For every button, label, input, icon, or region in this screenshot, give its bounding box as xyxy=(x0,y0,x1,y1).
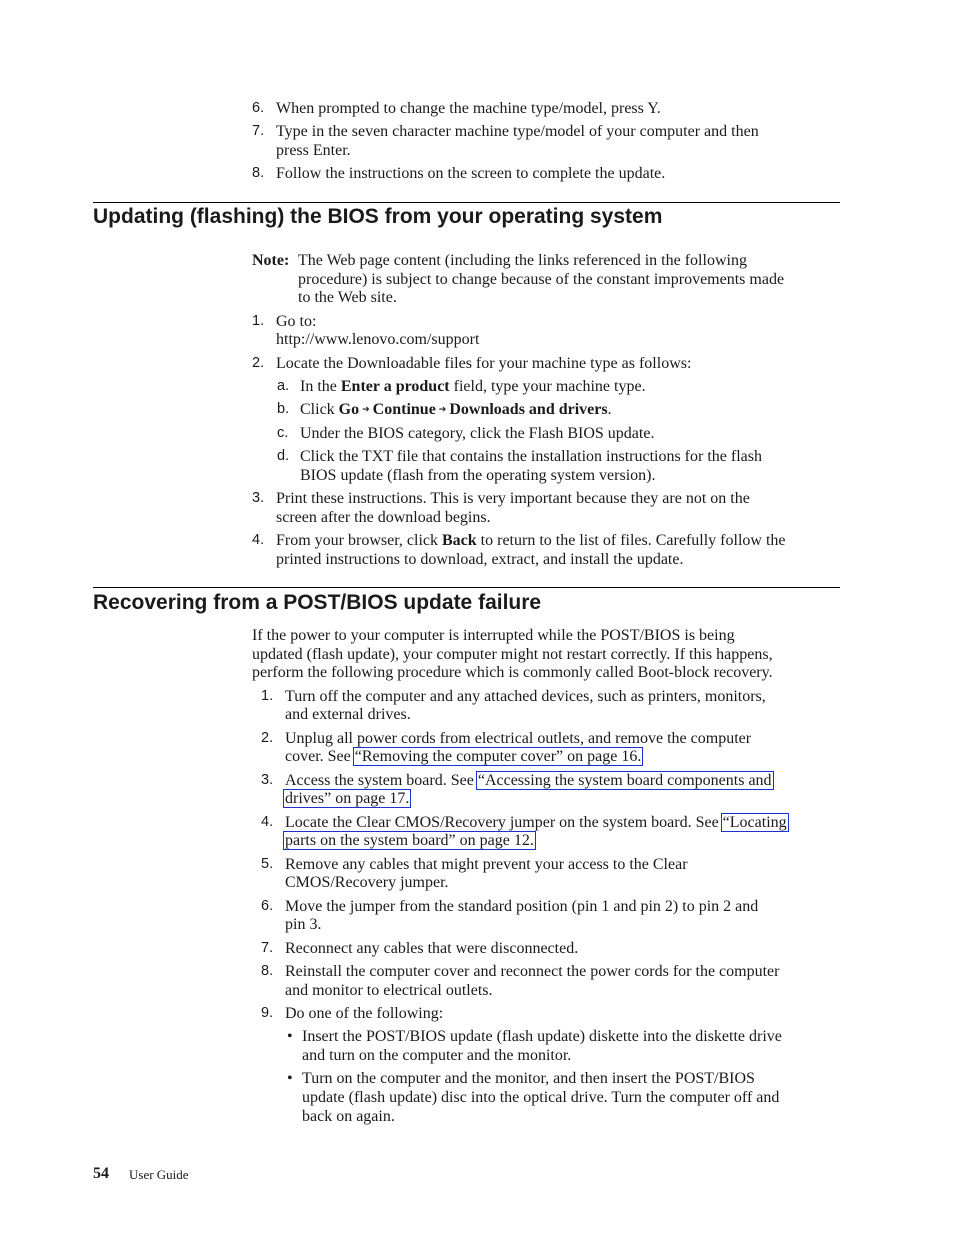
step-text: Follow the instructions on the screen to complete the update. xyxy=(276,165,666,182)
substep-text: BIOS update (flash from the operating system version). xyxy=(300,467,656,484)
bullet-text: back on again. xyxy=(302,1108,395,1125)
bullet-text: Turn on the computer and the monitor, and then insert the POST/BIOS xyxy=(302,1070,755,1087)
section-heading: Recovering from a POST/BIOS update failure xyxy=(93,591,542,614)
step-number: 3. xyxy=(261,772,274,788)
step-text: Go to: xyxy=(276,313,317,330)
step-text: Move the jumper from the standard position (pin 1 and pin 2) to pin 2 and xyxy=(285,898,759,915)
step-text: Locate the Clear CMOS/Recovery jumper on the system board. See “Locating xyxy=(285,814,787,831)
bullet-icon: • xyxy=(287,1028,293,1045)
link-removing-cover[interactable]: “Removing the computer cover” on page 16. xyxy=(354,748,642,765)
step-text: printed instructions to download, extract, and install the update. xyxy=(276,551,684,568)
support-url[interactable]: http://www.lenovo.com/support xyxy=(276,331,480,348)
page-number: 54 xyxy=(93,1165,109,1182)
substep-text: In the Enter a product field, type your machine type. xyxy=(300,378,646,395)
step-text: cover. See “Removing the computer cover” on page 16. xyxy=(285,748,642,765)
step-number: 4. xyxy=(252,532,265,548)
step-text: Reinstall the computer cover and reconnect the power cords for the computer xyxy=(285,963,780,980)
step-number: 3. xyxy=(252,490,265,506)
note-label: Note: xyxy=(252,252,290,269)
substep-letter: c. xyxy=(277,425,289,441)
intro-text: updated (flash update), your computer might not restart correctly. If this happens, xyxy=(252,646,773,663)
note-text: The Web page content (including the links referenced in the following xyxy=(298,252,747,269)
step-number: 4. xyxy=(261,814,274,830)
step-text: Remove any cables that might prevent your access to the Clear xyxy=(285,856,688,873)
step-number: 8. xyxy=(252,165,265,181)
note-text: procedure) is subject to change because of the constant improvements made xyxy=(298,271,785,288)
substep-text: Under the BIOS category, click the Flash BIOS update. xyxy=(300,425,655,442)
step-text: pin 3. xyxy=(285,916,322,933)
footer-title: User Guide xyxy=(129,1167,189,1182)
link-accessing-system-board[interactable]: “Accessing the system board components and xyxy=(477,772,772,789)
step-number: 2. xyxy=(252,355,265,371)
step-text: Print these instructions. This is very important because they are not on the xyxy=(276,490,750,507)
substep-text: Click the TXT file that contains the installation instructions for the flash xyxy=(300,448,762,465)
note-text: to the Web site. xyxy=(298,289,397,306)
link-accessing-system-board[interactable]: drives” on page 17. xyxy=(285,790,410,807)
bullet-text: and turn on the computer and the monitor. xyxy=(302,1047,572,1064)
step-number: 8. xyxy=(261,963,274,979)
step-text: CMOS/Recovery jumper. xyxy=(285,874,449,891)
bullet-text: Insert the POST/BIOS update (flash update) diskette into the diskette drive xyxy=(302,1028,782,1045)
section-heading: Updating (flashing) the BIOS from your operating system xyxy=(93,205,663,228)
step-number: 6. xyxy=(261,898,274,914)
step-text: Type in the seven character machine type/model of your computer and then xyxy=(276,123,759,140)
step-text: and monitor to electrical outlets. xyxy=(285,982,493,999)
substep-text: Click Go ➔ Continue ➔ Downloads and drivers. xyxy=(300,401,612,418)
step-text xyxy=(285,789,409,808)
step-text: and external drives. xyxy=(285,706,411,723)
section-divider xyxy=(93,202,840,203)
bullet-text: update (flash update) disc into the optical drive. Turn the computer off and xyxy=(302,1089,780,1106)
substep-letter: a. xyxy=(277,378,290,394)
link-locating-parts[interactable]: parts on the system board” on page 12. xyxy=(285,832,534,849)
step-text: Locate the Downloadable files for your machine type as follows: xyxy=(276,355,692,372)
substep-letter: b. xyxy=(277,401,290,417)
step-number: 7. xyxy=(261,940,274,956)
step-number: 5. xyxy=(261,856,274,872)
intro-text: perform the following procedure which is commonly called Boot-block recovery. xyxy=(252,664,773,681)
step-text: Unplug all power cords from electrical outlets, and remove the computer xyxy=(285,730,752,747)
step-text: Access the system board. See “Accessing the system board components and xyxy=(285,772,772,789)
link-locating-parts[interactable]: “Locating xyxy=(722,814,787,831)
step-number: 2. xyxy=(261,730,274,746)
bullet-icon: • xyxy=(287,1070,293,1087)
step-text: screen after the download begins. xyxy=(276,509,491,526)
step-text: From your browser, click Back to return to the list of files. Carefully follow the xyxy=(276,532,786,549)
step-number: 9. xyxy=(261,1005,274,1021)
step-number: 1. xyxy=(261,688,274,704)
step-text: press Enter. xyxy=(276,142,351,159)
step-text xyxy=(285,831,534,850)
step-text: When prompted to change the machine type/model, press Y. xyxy=(276,100,661,117)
step-text: Do one of the following: xyxy=(285,1005,444,1022)
substep-letter: d. xyxy=(277,448,290,464)
intro-text: If the power to your computer is interrupted while the POST/BIOS is being xyxy=(252,627,735,644)
section-divider xyxy=(93,587,840,588)
step-number: 7. xyxy=(252,123,265,139)
step-text: Reconnect any cables that were disconnected. xyxy=(285,940,579,957)
step-number: 6. xyxy=(252,100,265,116)
step-text: Turn off the computer and any attached devices, such as printers, monitors, xyxy=(285,688,766,705)
arrow-icon: ➔ xyxy=(362,405,370,415)
arrow-icon: ➔ xyxy=(438,405,447,415)
step-number: 1. xyxy=(252,313,265,329)
